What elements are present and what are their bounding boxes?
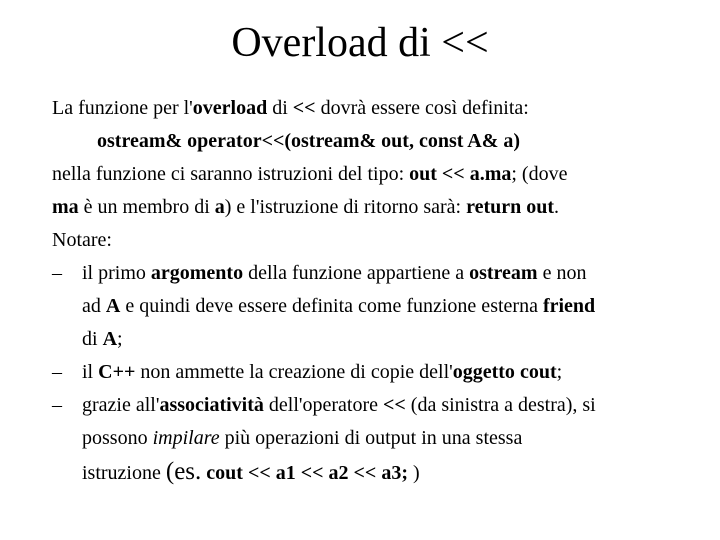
code-signature: ostream& operator<<(ostream& out, const A& a) <box>97 130 521 152</box>
emphasis: impilare <box>152 427 220 449</box>
bullet-dash: – <box>52 262 62 284</box>
text: non ammette la creazione di copie dell' <box>135 361 453 383</box>
text: La funzione per l' <box>52 97 193 119</box>
keyword: C++ <box>98 361 136 383</box>
text: di <box>82 328 103 350</box>
text: ) e l'istruzione di ritorno sarà: <box>224 196 467 218</box>
text: il primo <box>82 262 151 284</box>
paragraph-line-2 <box>52 191 702 224</box>
bullet-line <box>82 257 702 290</box>
keyword: << <box>292 97 316 119</box>
text: (da sinistra a destra), si <box>405 394 596 416</box>
text: è un membro di <box>78 196 215 218</box>
keyword: << <box>383 394 406 416</box>
text: ; <box>117 328 123 350</box>
text: ; (dove <box>511 163 568 185</box>
slide-body <box>52 92 702 490</box>
notare-heading: Notare: <box>52 229 112 251</box>
keyword: A <box>105 295 121 317</box>
code: out << a.ma <box>409 163 512 185</box>
text: dell'operatore <box>263 394 383 416</box>
code: ma <box>52 196 79 218</box>
text: e quindi deve essere definita come funzione esterna <box>120 295 543 317</box>
keyword: oggetto <box>452 361 515 383</box>
text: ) <box>407 462 420 484</box>
bullet-item-3 <box>52 389 702 490</box>
bullet-line <box>82 290 702 323</box>
text: nella funzione ci saranno istruzioni del tipo: <box>52 163 410 185</box>
text: di <box>267 97 293 119</box>
text: grazie all' <box>82 394 160 416</box>
bullet-line <box>82 389 702 422</box>
text: il <box>82 361 99 383</box>
operator-signature <box>52 125 702 158</box>
slide-title: Overload di << <box>231 20 489 66</box>
text: istruzione <box>82 462 166 484</box>
bullet-line <box>82 356 702 389</box>
bullet-line <box>82 323 702 356</box>
code: return out <box>466 196 555 218</box>
bullet-item-2 <box>52 356 702 389</box>
keyword: associatività <box>159 394 264 416</box>
code: a <box>214 196 225 218</box>
text: possono <box>82 427 153 449</box>
intro-line <box>52 92 702 125</box>
keyword: argomento <box>150 262 244 284</box>
text: . <box>554 196 560 218</box>
bullet-line <box>82 455 702 490</box>
keyword: overload <box>192 97 268 119</box>
bullet-line <box>82 422 702 455</box>
keyword: A <box>102 328 118 350</box>
text: più operazioni di output in una stessa <box>219 427 523 449</box>
text: e non <box>537 262 587 284</box>
text: ; <box>556 361 563 383</box>
keyword: friend <box>542 295 596 317</box>
text: ad <box>82 295 106 317</box>
keyword: cout <box>519 361 557 383</box>
keyword: ostream <box>469 262 538 284</box>
code: cout << a1 << a2 << a3; <box>206 462 408 484</box>
bullet-item-1 <box>52 257 702 356</box>
paragraph-line-1 <box>52 158 702 191</box>
bullet-dash: – <box>52 394 62 416</box>
text: dovrà essere così definita: <box>315 97 529 119</box>
text-large: (es. <box>165 458 202 485</box>
text: della funzione appartiene a <box>243 262 470 284</box>
bullet-dash: – <box>52 361 62 383</box>
